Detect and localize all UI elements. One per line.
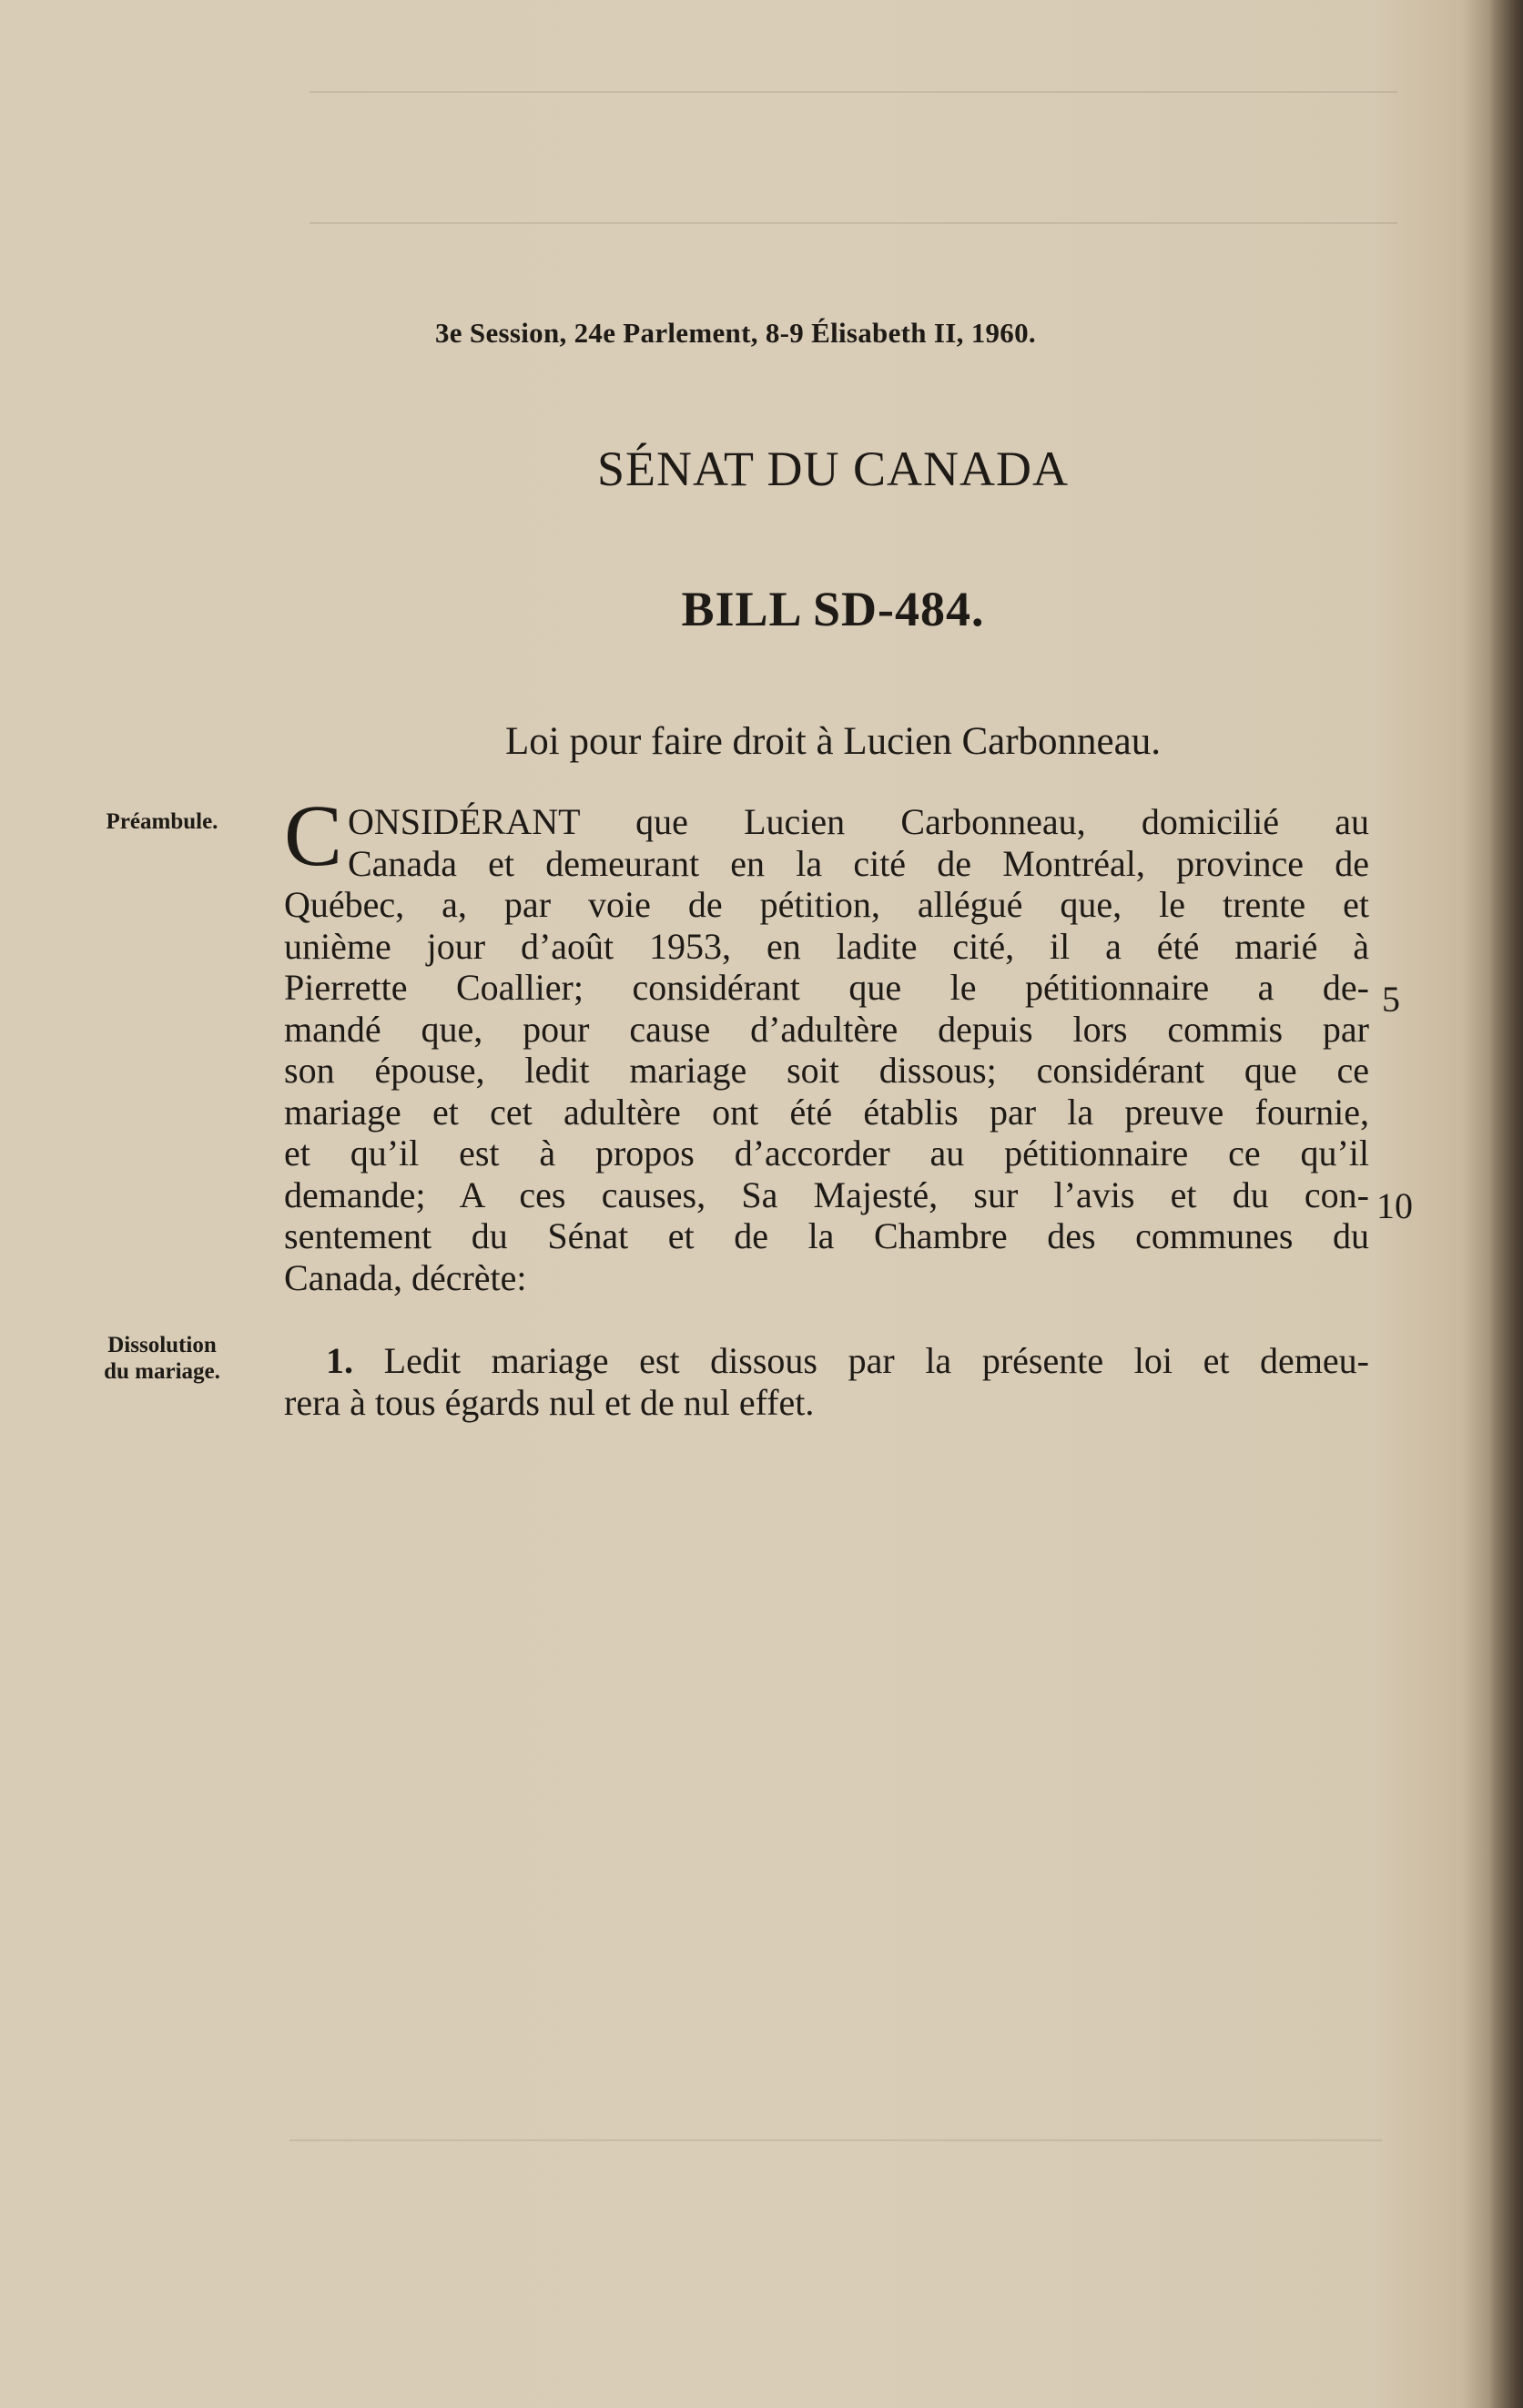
preamble-line: Pierrette Coallier; considérant que le pétitionnaire a de- [284,967,1369,1008]
bleed-through-rule [310,222,1397,224]
bleed-through-rule [289,2139,1382,2141]
session-header: 3e Session, 24e Parlement, 8-9 Élisabeth II, 1960. [435,317,1036,349]
preamble-paragraph [284,801,1369,1298]
preamble-line: et qu’il est à propos d’accorder au pétitionnaire ce qu’il [284,1133,1369,1174]
preamble-line: sentement du Sénat et de la Chambre des communes du [284,1215,1369,1256]
section-line: rera à tous égards nul et de nul effet. [284,1381,815,1423]
bill-short-title: Loi pour faire droit à Lucien Carbonneau. [505,720,1161,763]
line-number-10: 10 [1376,1185,1413,1226]
section-1 [284,1340,1369,1423]
line-number-5: 5 [1382,979,1400,1020]
section-text: Ledit mariage est dissous par la présente loi et demeu- [383,1340,1370,1381]
bill-number: BILL SD-484. [681,582,985,636]
section-number: 1. [326,1340,353,1381]
margin-note-dissolution-line: Dissolution [107,1333,217,1357]
bleed-through-rule [310,91,1397,93]
preamble-line: unième jour d’août 1953, en ladite cité, il a été marié à [284,925,1369,967]
drop-cap: C [284,787,343,884]
section-line [284,1340,1369,1382]
preamble-line: Québec, a, par voie de pétition, allégué que, le trente et [284,884,1369,925]
preamble-line: demande; A ces causes, Sa Majesté, sur l’avis et du con- [284,1174,1369,1215]
institution-title: SÉNAT DU CANADA [596,442,1070,496]
preamble-line: Canada, décrète: [284,1256,527,1298]
preamble-line: son épouse, ledit mariage soit dissous; considérant que ce [284,1050,1369,1091]
binding-shadow [1488,0,1523,2408]
margin-note-dissolution [80,1332,244,1385]
preamble-line: mandé que, pour cause d’adultère depuis lors commis par [284,1008,1369,1050]
margin-note-dissolution-line: du mariage. [104,1359,220,1384]
preamble-line: Canada et demeurant en la cité de Montréal, province de [348,842,1369,884]
preamble-line: mariage et cet adultère ont été établis par la preuve fournie, [284,1091,1369,1133]
margin-note-preamble: Préambule. [106,809,218,834]
preamble-line: ONSIDÉRANT que Lucien Carbonneau, domicilié au [348,801,1369,842]
